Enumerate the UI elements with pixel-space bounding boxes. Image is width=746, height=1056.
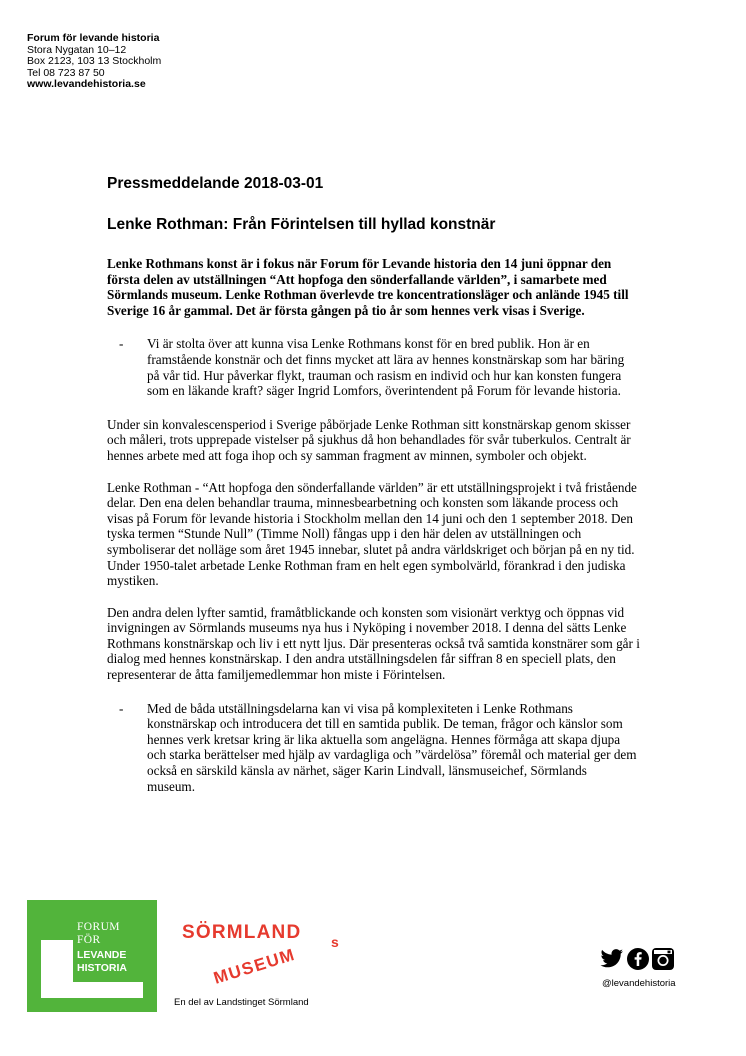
quote-text-1: Vi är stolta över att kunna visa Lenke Rothmans konst för en bred publik. Hon är en framstående konstnär och det finns mycket att lära av hennes konstnärskap som har bäring på vår tid. Hur påverkar flykt, trauman och rasism en individ och hur kan konsten fungera som en läkande kraft? säger Ingrid Lomfors, överintendent på Forum för levande historia. — [147, 336, 625, 399]
paragraph-1: Under sin konvalescensperiod i Sverige påbörjade Lenke Rothman sitt konstnärskap genom skisser och måleri, trots upprepade vistelser på sjukhus då hon behandlades för svår tuberkulos. Centralt är hennes arbete med att foga ihop och sy samman fragment av minnen, symboler och objekt. — [107, 416, 631, 463]
forum-levande-historia-logo — [27, 900, 157, 1012]
logo-text-sormland: SÖRMLAND — [182, 922, 302, 943]
facebook-icon[interactable] — [627, 948, 649, 975]
quote-dash: - — [119, 700, 124, 716]
logo-text-s: s — [331, 934, 339, 950]
svg-text:MUSEUM — [211, 945, 297, 988]
social-icons — [600, 948, 700, 975]
press-release-body — [107, 175, 642, 794]
logo-text-forum: FORUM — [77, 921, 120, 933]
release-lead-paragraph: Lenke Rothmans konst är i fokus när Forum för Levande historia den 14 juni öppnar den första delen av utställningen “Att hopfoga den sönderfallande världen”, i samarbete med Sörmlands museum. Lenke Rothman överlevde tre koncentrationsläger och anlände 1945 till Sverige 16 år gammal. Det är första gången på tio år som hennes verk visas i Sverige. — [107, 256, 629, 318]
sender-phone: Tel 08 723 87 50 — [27, 66, 105, 79]
logo-museum-arc — [208, 940, 348, 990]
quote-dash: - — [119, 336, 124, 352]
quote-block-2 — [107, 701, 642, 795]
social-handle: @levandehistoria — [602, 978, 676, 989]
sender-address-block — [27, 33, 161, 91]
paragraph-2: Lenke Rothman - “Att hopfoga den sönderfallande världen” är ett utställningsprojekt i två fristående delar. Den ena delen behandlar trauma, minnesbearbetning och konsten som läkande process och visas på Forum för levande historia i Stockholm mellan den 14 juni och den 1 september 2018. Den tyska termen “Stunde Null” (Timme Noll) fångas upp i den här delen av utställningen och symboliserar det nolläge som året 1945 innebar, slutet på andra världskriget och början på en ny tid. Under 1950-talet arbetade Lenke Rothman fram en helt egen symbolvärld, förankrad i den judiska mystiken. — [107, 479, 637, 589]
instagram-icon[interactable] — [652, 948, 674, 975]
sender-website-link[interactable]: www.levandehistoria.se — [27, 78, 146, 91]
social-media-block — [600, 948, 700, 998]
quote-block-1 — [107, 336, 642, 398]
logo-text-historia: HISTORIA — [77, 962, 127, 974]
logo-subtitle: En del av Landstinget Sörmland — [174, 997, 309, 1008]
logo-l-shape-base — [41, 982, 143, 998]
twitter-icon[interactable] — [600, 949, 624, 974]
sender-street: Stora Nygatan 10–12 — [27, 43, 127, 56]
quote-text-2: Med de båda utställningsdelarna kan vi visa på komplexiteten i Lenke Rothmans konstnärskap och introducera det till en samtida publik. De teman, frågor och känslor som hennes verk kretsar kring är lika aktuella som angelägna. Hennes förmåga att skapa djupa och starka berättelser med hjälp av vardagliga och ”värdelösa” föremål och material ger dem också en särskild känsla av närhet, säger Karin Lindvall, länsmuseichef, Sörmlands museum. — [147, 700, 637, 794]
paragraph-3: Den andra delen lyfter samtid, framåtblickande och konsten som visionärt verktyg och öppnas vid invigningen av Sörmlands museums nya hus i Nyköping i november 2018. I denna del sätts Lenke Rothmans konstnärskap och liv i ett nytt ljus. Där presenteras också två samtida konstnärer som går i dialog med hennes konstnärskap. I den andra utställningsdelen får siffran 8 en speciell plats, den representerar de åtta familjemedlemmar hon miste i Förintelsen. — [107, 604, 640, 683]
sender-name: Forum för levande historia — [27, 32, 160, 44]
logo-text-museum: MUSEUM — [211, 944, 298, 988]
release-title: Lenke Rothman: Från Förintelsen till hyllad konstnär — [107, 216, 496, 233]
sormlands-museum-logo — [174, 912, 348, 1017]
sender-box: Box 2123, 103 13 Stockholm — [27, 55, 162, 68]
release-heading: Pressmeddelande 2018-03-01 — [107, 175, 324, 192]
logo-text-for: FÖR — [77, 934, 101, 946]
logo-text-levande: LEVANDE — [77, 949, 127, 961]
